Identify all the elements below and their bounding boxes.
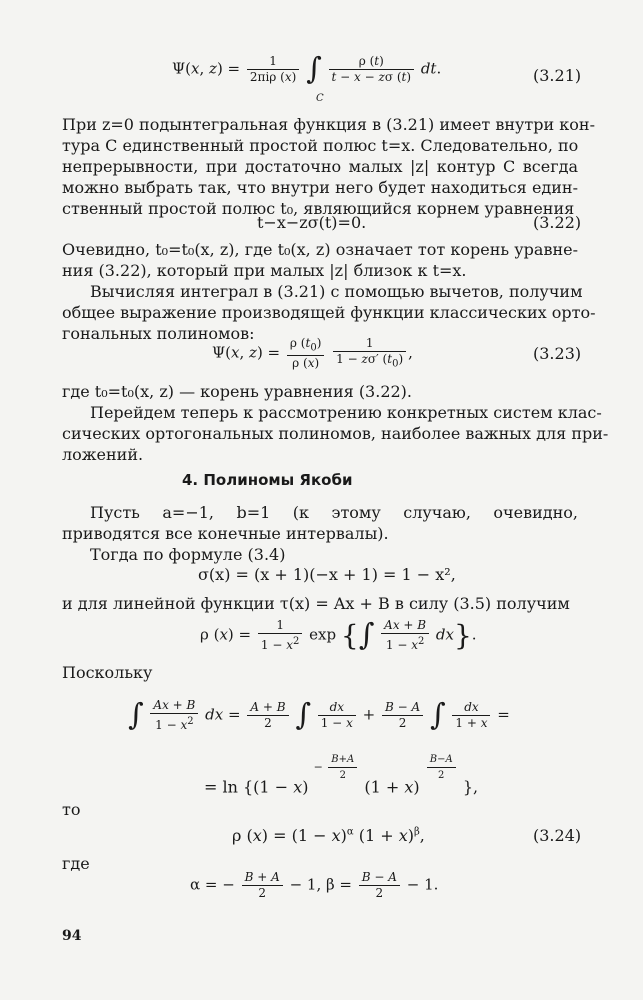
equation-3-21: Ψ(x, z) = $\frac{1}{\text{2πiρ (x)}}$ ∫ $\frac{\rho (t)}{t - x - z\sigma (t)}$ dt. xyxy=(172,51,442,87)
text-line: общее выражение производящей функции классических орто- xyxy=(62,303,596,322)
section-heading: 4. Полиномы Якоби xyxy=(182,471,353,489)
text-line: тура C единственный простой полюс t=x. Следовательно, по xyxy=(62,136,579,155)
text-line: ния (3.22), который при малых |z| близок к t=x. xyxy=(62,261,467,280)
equation-3-24: ρ $(x) = (1 - x)^\alpha$ $(1 + x)^\beta$, xyxy=(232,826,425,845)
equation-3-23: Ψ(x, z) = $\frac{\rho (t_0)}{\rho (x)}$ $\frac{1}{1 - z\sigma' (t_0)}$ , xyxy=(212,336,413,371)
equation-3-22: t−x−zσ(t)=0. xyxy=(257,213,367,232)
text-line: где xyxy=(62,854,90,873)
text-line: Тогда по формуле (3.4) xyxy=(90,545,286,564)
text-line: ственный простой полюс t₀, являющийся корнем уравнения xyxy=(62,199,575,218)
text-line: и для линейной функции τ(x) = Ax + B в силу (3.5) получим xyxy=(62,594,570,613)
text-line: ложений. xyxy=(62,445,144,464)
text-line: Вычисляя интеграл в (3.21) с помощью вычетов, получим xyxy=(90,282,583,301)
text-line: При z=0 подынтегральная функция в (3.21) имеет внутри кон- xyxy=(62,115,595,134)
alpha-beta-equation: α = − $\frac{B + A}{2}$ − 1, β = $\frac{B - A}{2}$ − 1. xyxy=(190,870,439,900)
equation-number: (3.23) xyxy=(533,344,582,363)
text-line: приводятся все конечные интервалы). xyxy=(62,524,389,543)
text-line: Перейдем теперь к рассмотрению конкретных систем клас- xyxy=(90,403,602,422)
equation-number: (3.21) xyxy=(533,66,582,85)
equation-number: (3.22) xyxy=(533,213,582,232)
text-line: сических ортогональных полиномов, наиболее важных для при- xyxy=(62,424,609,443)
text-line: гональных полиномов: xyxy=(62,324,255,343)
text-line: Очевидно, t₀=t₀(x, z), где t₀(x, z) означает тот корень уравне- xyxy=(62,240,578,259)
integral-result: = ln {(1 − x) − $\frac{B+A}{2}$ (1 + x) $\frac{B-A}{2}$ }, xyxy=(204,754,479,797)
page-number: 94 xyxy=(62,928,82,944)
text-line: Поскольку xyxy=(62,663,153,682)
text-line: Пусть a=−1, b=1 (к этому случаю, очевидно, xyxy=(90,503,578,522)
text-line: непрерывности, при достаточно малых |z| контур C всегда xyxy=(62,157,578,176)
text-line: где t₀=t₀(x, z) — корень уравнения (3.22). xyxy=(62,382,413,401)
equation-number: (3.24) xyxy=(533,826,582,845)
integral-equation: ∫ $\frac{Ax + B}{1 - x^2}$ dx = $\frac{A + B}{2}$ ∫ $\frac{dx}{1 - x}$ + $\frac{B - A}{2}$ ∫ $\frac{dx}{1 + x}$ = xyxy=(128,697,510,733)
sigma-equation: σ(x) = (x + 1)(−x + 1) = 1 − x², xyxy=(198,565,456,584)
text-line: то xyxy=(62,800,81,819)
rho-equation: ρ (x) = $\frac{1}{1 - x^2}$ exp {∫ $\frac{Ax + B}{1 - x^2}$ dx}. xyxy=(200,617,477,653)
contour-label: C xyxy=(316,93,324,104)
text-line: можно выбрать так, что внутри него будет находиться един- xyxy=(62,178,578,197)
